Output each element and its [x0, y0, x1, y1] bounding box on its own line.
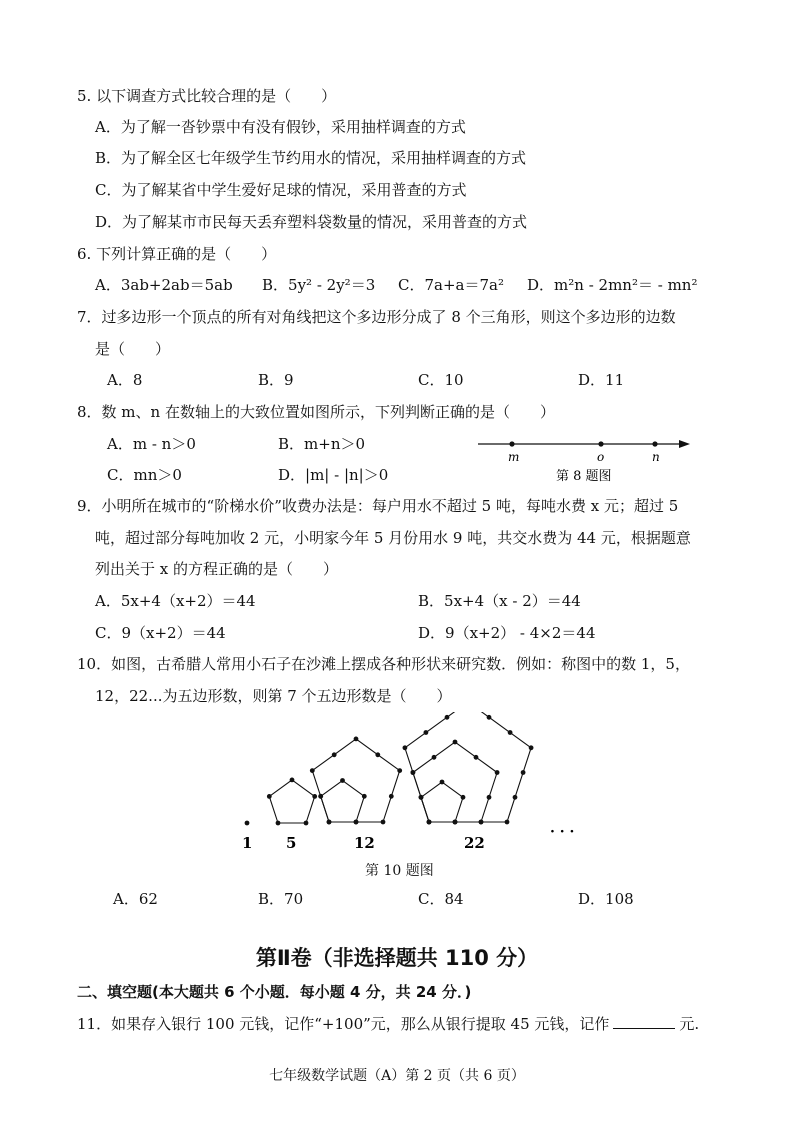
figure-5-dot: [276, 821, 281, 826]
q8-option-c: C．mn＞0: [107, 466, 182, 484]
q5-stem: 5. 以下调查方式比较合理的是（ ）: [77, 87, 337, 105]
q8-option-b: B．m+n＞0: [278, 435, 366, 453]
figure-12-dot: [381, 820, 386, 825]
figure-22-dot: [445, 715, 450, 720]
pentagonal-numbers-figure: [230, 712, 590, 860]
figure-12-dot: [332, 752, 337, 757]
q9-stem-line2: 吨，超过部分每吨加收 2 元，小明家今年 5 月份用水 9 吨，共交水费为 44 元，根据题意: [95, 529, 691, 547]
figure-22-dot: [508, 730, 513, 735]
q11-suffix: 元.: [679, 1015, 700, 1033]
figure-22-dot: [432, 755, 437, 760]
label-n: n: [652, 450, 660, 464]
figure-12-dot: [327, 820, 332, 825]
page-footer: 七年级数学试题（A）第 2 页（共 6 页）: [269, 1068, 525, 1084]
q11-answer-blank[interactable]: [613, 1014, 675, 1029]
q7-stem-line2: 是（ ）: [95, 340, 171, 358]
q10-option-d: D．108: [578, 890, 634, 908]
figure-12-dot: [310, 768, 315, 773]
figure-22-dot: [495, 770, 500, 775]
figure-12-dot: [340, 778, 345, 783]
q8-option-d: D．|m| - |n|＞0: [278, 466, 389, 484]
label-1: 1: [242, 834, 253, 852]
figure-22-dot: [427, 820, 432, 825]
point-m: [509, 441, 514, 446]
q7-stem-line1: 7．过多边形一个顶点的所有对角线把这个多边形分成了 8 个三角形，则这个多边形的边数: [77, 308, 676, 326]
q10-option-b: B．70: [258, 890, 304, 908]
figure-22-dot: [505, 820, 510, 825]
q7-option-d: D．11: [578, 371, 625, 389]
q9-option-c: C．9（x+2）＝44: [95, 624, 226, 642]
figure-5-pentagon: [269, 780, 314, 823]
figure-22-dot: [513, 795, 518, 800]
q5-option-b: B．为了解全区七年级学生节约用水的情况，采用抽样调查的方式: [95, 149, 527, 167]
q7-option-a: A．8: [107, 371, 143, 389]
q5-option-c: C．为了解某省中学生爱好足球的情况，采用普查的方式: [95, 181, 467, 199]
q5-option-a: A．为了解一沓钞票中有没有假钞，采用抽样调查的方式: [95, 118, 466, 136]
figure-22-dot: [521, 770, 526, 775]
q9-option-b: B．5x+4（x - 2）＝44: [418, 592, 581, 610]
figure-5-dot: [290, 778, 295, 783]
figure-22-dot: [487, 715, 492, 720]
figure-12-dot: [354, 820, 359, 825]
figure-22-pentagon: [405, 712, 531, 822]
figure-1-dot: [245, 821, 250, 826]
q10-caption: 第 10 题图: [365, 863, 434, 879]
q7-option-b: B．9: [258, 371, 294, 389]
section2-header: 二、填空题(本大题共 6 个小题．每小题 4 分，共 24 分．): [77, 983, 472, 1001]
q8-number-line: [470, 432, 700, 488]
figure-22-dot: [440, 780, 445, 785]
pentagon-dots-layer: [245, 712, 534, 825]
figure-22-dot: [411, 770, 416, 775]
figure-12-dot: [389, 794, 394, 799]
q10-option-c: C．84: [418, 890, 464, 908]
q6-stem: 6. 下列计算正确的是（ ）: [77, 245, 277, 263]
q9-option-d: D．9（x+2） - 4×2＝44: [418, 624, 596, 642]
q8-stem: 8．数 m、n 在数轴上的大致位置如图所示，下列判断正确的是（ ）: [77, 403, 555, 421]
q11-text: 11．如果存入银行 100 元钱，记作“+100”元，那么从银行提取 45 元钱，记作: [77, 1015, 610, 1033]
figure-22-dot: [479, 820, 484, 825]
q6-option-b: B．5y² - 2y²＝3: [262, 276, 376, 294]
q9-stem-line3: 列出关于 x 的方程正确的是（ ）: [95, 560, 338, 578]
point-o: [598, 441, 603, 446]
q7-option-c: C．10: [418, 371, 464, 389]
figure-22-dot: [474, 755, 479, 760]
label-m: m: [508, 450, 520, 464]
q10-stem-line2: 12，22...为五边形数，则第 7 个五边形数是（ ）: [95, 687, 452, 705]
figure-22-dot: [453, 740, 458, 745]
figure-22-dot: [403, 745, 408, 750]
ellipsis: · · ·: [550, 824, 575, 840]
figure-22-dot: [453, 820, 458, 825]
q8-caption: 第 8 题图: [556, 469, 612, 484]
q9-stem-line1: 9．小明所在城市的“阶梯水价”收费办法是：每户用水不超过 5 吨，每吨水费 x 元；超过 5: [77, 497, 679, 515]
q10-option-a: A．62: [113, 890, 158, 908]
figure-5-dot: [312, 794, 317, 799]
q8-option-a: A．m - n＞0: [107, 435, 196, 453]
figure-12-dot: [354, 737, 359, 742]
figure-22-dot: [424, 730, 429, 735]
q9-option-a: A．5x+4（x+2）＝44: [95, 592, 256, 610]
figure-22-dot: [529, 745, 534, 750]
figure-22-dot: [487, 795, 492, 800]
q6-option-c: C．7a+a＝7a²: [398, 276, 504, 294]
q6-option-a: A．3ab+2ab＝5ab: [95, 276, 233, 294]
point-n: [652, 441, 657, 446]
figure-12-dot: [397, 768, 402, 773]
figure-12-pentagon: [312, 739, 399, 822]
figure-5-dot: [267, 794, 272, 799]
arrow-head-icon: [679, 440, 690, 448]
label-12: 12: [354, 834, 375, 852]
section-title: 第Ⅱ卷（非选择题共 110 分）: [255, 946, 539, 970]
label-o: o: [597, 450, 605, 464]
q11: [77, 1014, 699, 1034]
figure-5-dot: [304, 821, 309, 826]
figure-12-dot: [318, 794, 323, 799]
label-5: 5: [286, 834, 297, 852]
figure-12-dot: [375, 752, 380, 757]
figure-12-dot: [362, 794, 367, 799]
figure-22-dot: [419, 795, 424, 800]
figure-22-dot: [461, 795, 466, 800]
q5-option-d: D．为了解某市市民每天丢弃塑料袋数量的情况，采用普查的方式: [95, 213, 528, 231]
q10-stem-line1: 10．如图，古希腊人常用小石子在沙滩上摆成各种形状来研究数．例如：称图中的数 1，5，: [77, 655, 690, 673]
q6-option-d: D．m²n - 2mn²＝ - mn²: [527, 276, 698, 294]
label-22: 22: [464, 834, 485, 852]
